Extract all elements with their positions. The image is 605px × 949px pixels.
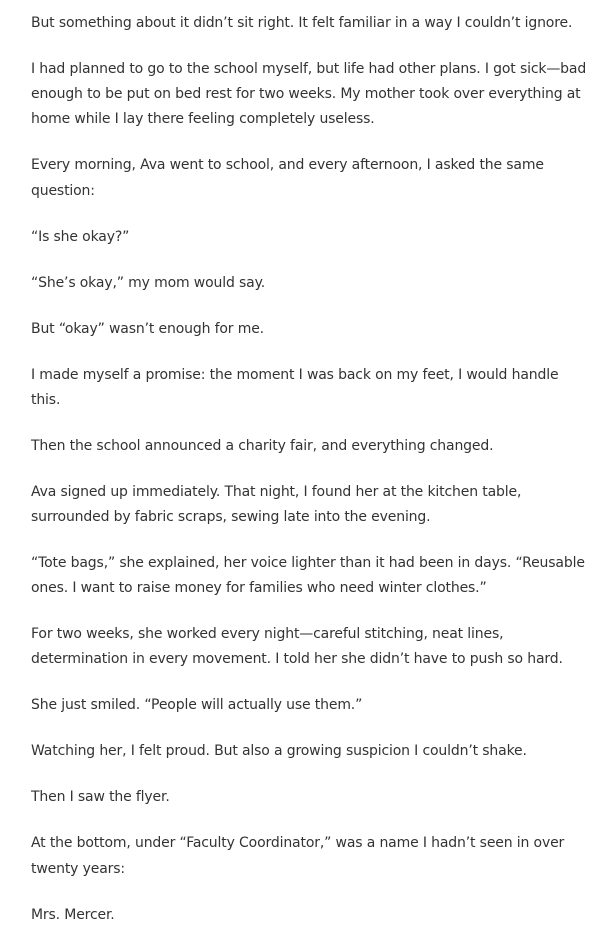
paragraph: “Tote bags,” she explained, her voice lighter than it had been in days. “Reusable ones. I want to raise money for families who need winter clothes.”: [31, 555, 585, 597]
paragraph: “She’s okay,” my mom would say.: [31, 274, 266, 291]
paragraph: Watching her, I felt proud. But also a growing suspicion I couldn’t shake.: [31, 743, 527, 760]
paragraph: At the bottom, under “Faculty Coordinator,” was a name I hadn’t seen in over twenty years:: [31, 835, 565, 877]
paragraph: But something about it didn’t sit right. It felt familiar in a way I couldn’t ignore.: [31, 15, 573, 31]
paragraph: For two weeks, she worked every night—careful stitching, neat lines, determination in every movement. I told her she didn’t have to push so hard.: [31, 626, 563, 668]
paragraph: She just smiled. “People will actually use them.”: [31, 697, 363, 714]
paragraph: But “okay” wasn’t enough for me.: [31, 320, 264, 337]
paragraph: Then the school announced a charity fair, and everything changed.: [31, 437, 494, 454]
paragraph: Mrs. Mercer.: [31, 906, 115, 923]
paragraph: Ava signed up immediately. That night, I found her at the kitchen table, surrounded by fabric scraps, sewing late into the evening.: [31, 483, 522, 526]
article-body: [31, 11, 591, 949]
paragraph: “Is she okay?”: [31, 228, 130, 245]
paragraph: I made myself a promise: the moment I was back on my feet, I would handle this.: [31, 366, 559, 408]
paragraph: I had planned to go to the school myself, but life had other plans. I got sick—bad enough to be put on bed rest for two weeks. My mother took over everything at home while I lay there feeling completely useless.: [31, 61, 587, 128]
paragraph: Every morning, Ava went to school, and every afternoon, I asked the same question:: [31, 157, 544, 199]
paragraph: Then I saw the flyer.: [31, 789, 170, 806]
